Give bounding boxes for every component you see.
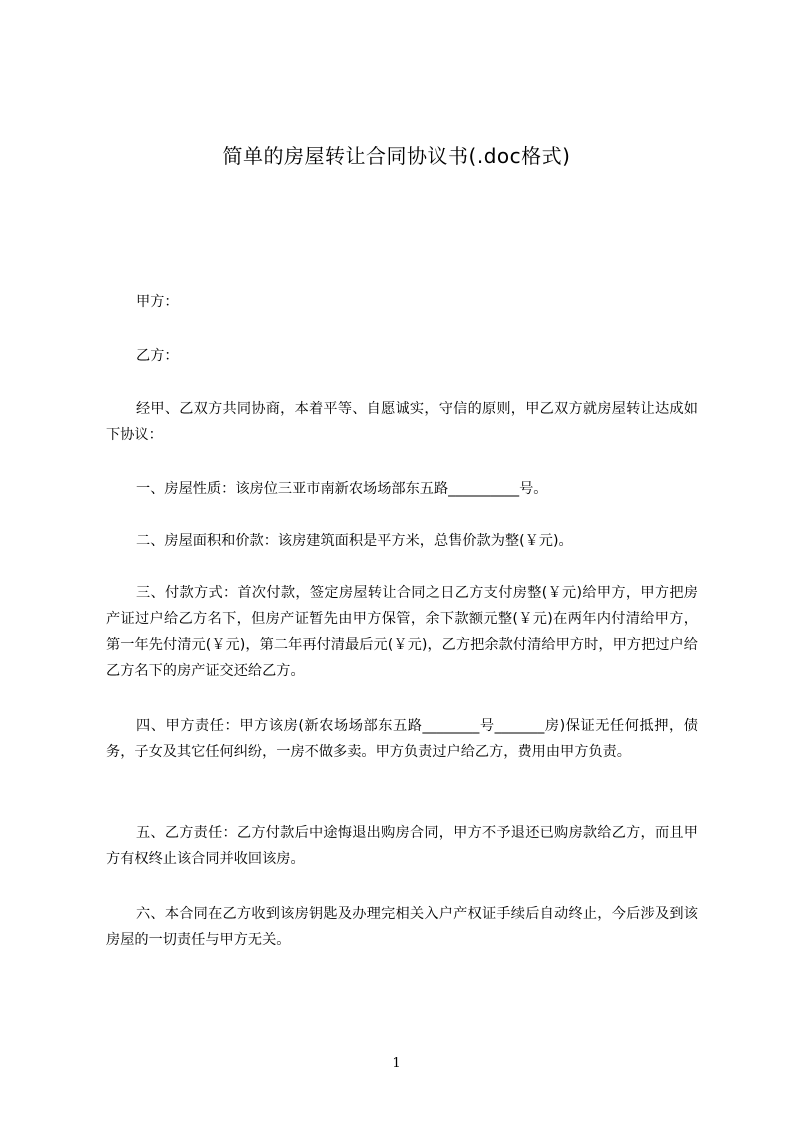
document-title: 简单的房屋转让合同协议书(.doc格式) bbox=[222, 144, 571, 168]
clause-6: 六、本合同在乙方收到该房钥匙及办理完相关入户产权证手续后自动终止，今后涉及到该房屋的一切责任与甲方无关。 bbox=[106, 906, 698, 948]
clause-2: 二、房屋面积和价款：该房建筑面积是平方米，总售价款为整(￥元)。 bbox=[136, 533, 573, 549]
clause-4: 四、甲方责任：甲方该房(新农场场部东五路________号_______房)保证无任何抵押，债务，子女及其它任何纠纷，一房不做多卖。甲方负责过户给乙方，费用由甲方负责。 bbox=[106, 718, 698, 760]
intro-paragraph: 经甲、乙双方共同协商，本着平等、自愿诚实，守信的原则，甲乙双方就房屋转让达成如下协议： bbox=[106, 401, 698, 443]
clause-5: 五、乙方责任：乙方付款后中途悔退出购房合同，甲方不予退还已购房款给乙方，而且甲方有权终止该合同并收回该房。 bbox=[106, 825, 698, 867]
clause-1: 一、房屋性质：该房位三亚市南新农场场部东五路__________号。 bbox=[136, 481, 548, 497]
party-a-label: 甲方： bbox=[136, 294, 179, 310]
party-b-label: 乙方： bbox=[136, 348, 179, 364]
page-number: 1 bbox=[392, 1056, 401, 1071]
clause-3: 三、付款方式：首次付款，签定房屋转让合同之日乙方支付房整(￥元)给甲方，甲方把房产证过户给乙方名下，但房产证暂先由甲方保管，余下款额元整(￥元)在两年内付清给甲方，第一年先付清元(￥元)，第二年再付清最后元(￥元)，乙方把余款付清给甲方时，甲方把过户给乙方名下的房产证交还给乙方。 bbox=[106, 585, 698, 679]
